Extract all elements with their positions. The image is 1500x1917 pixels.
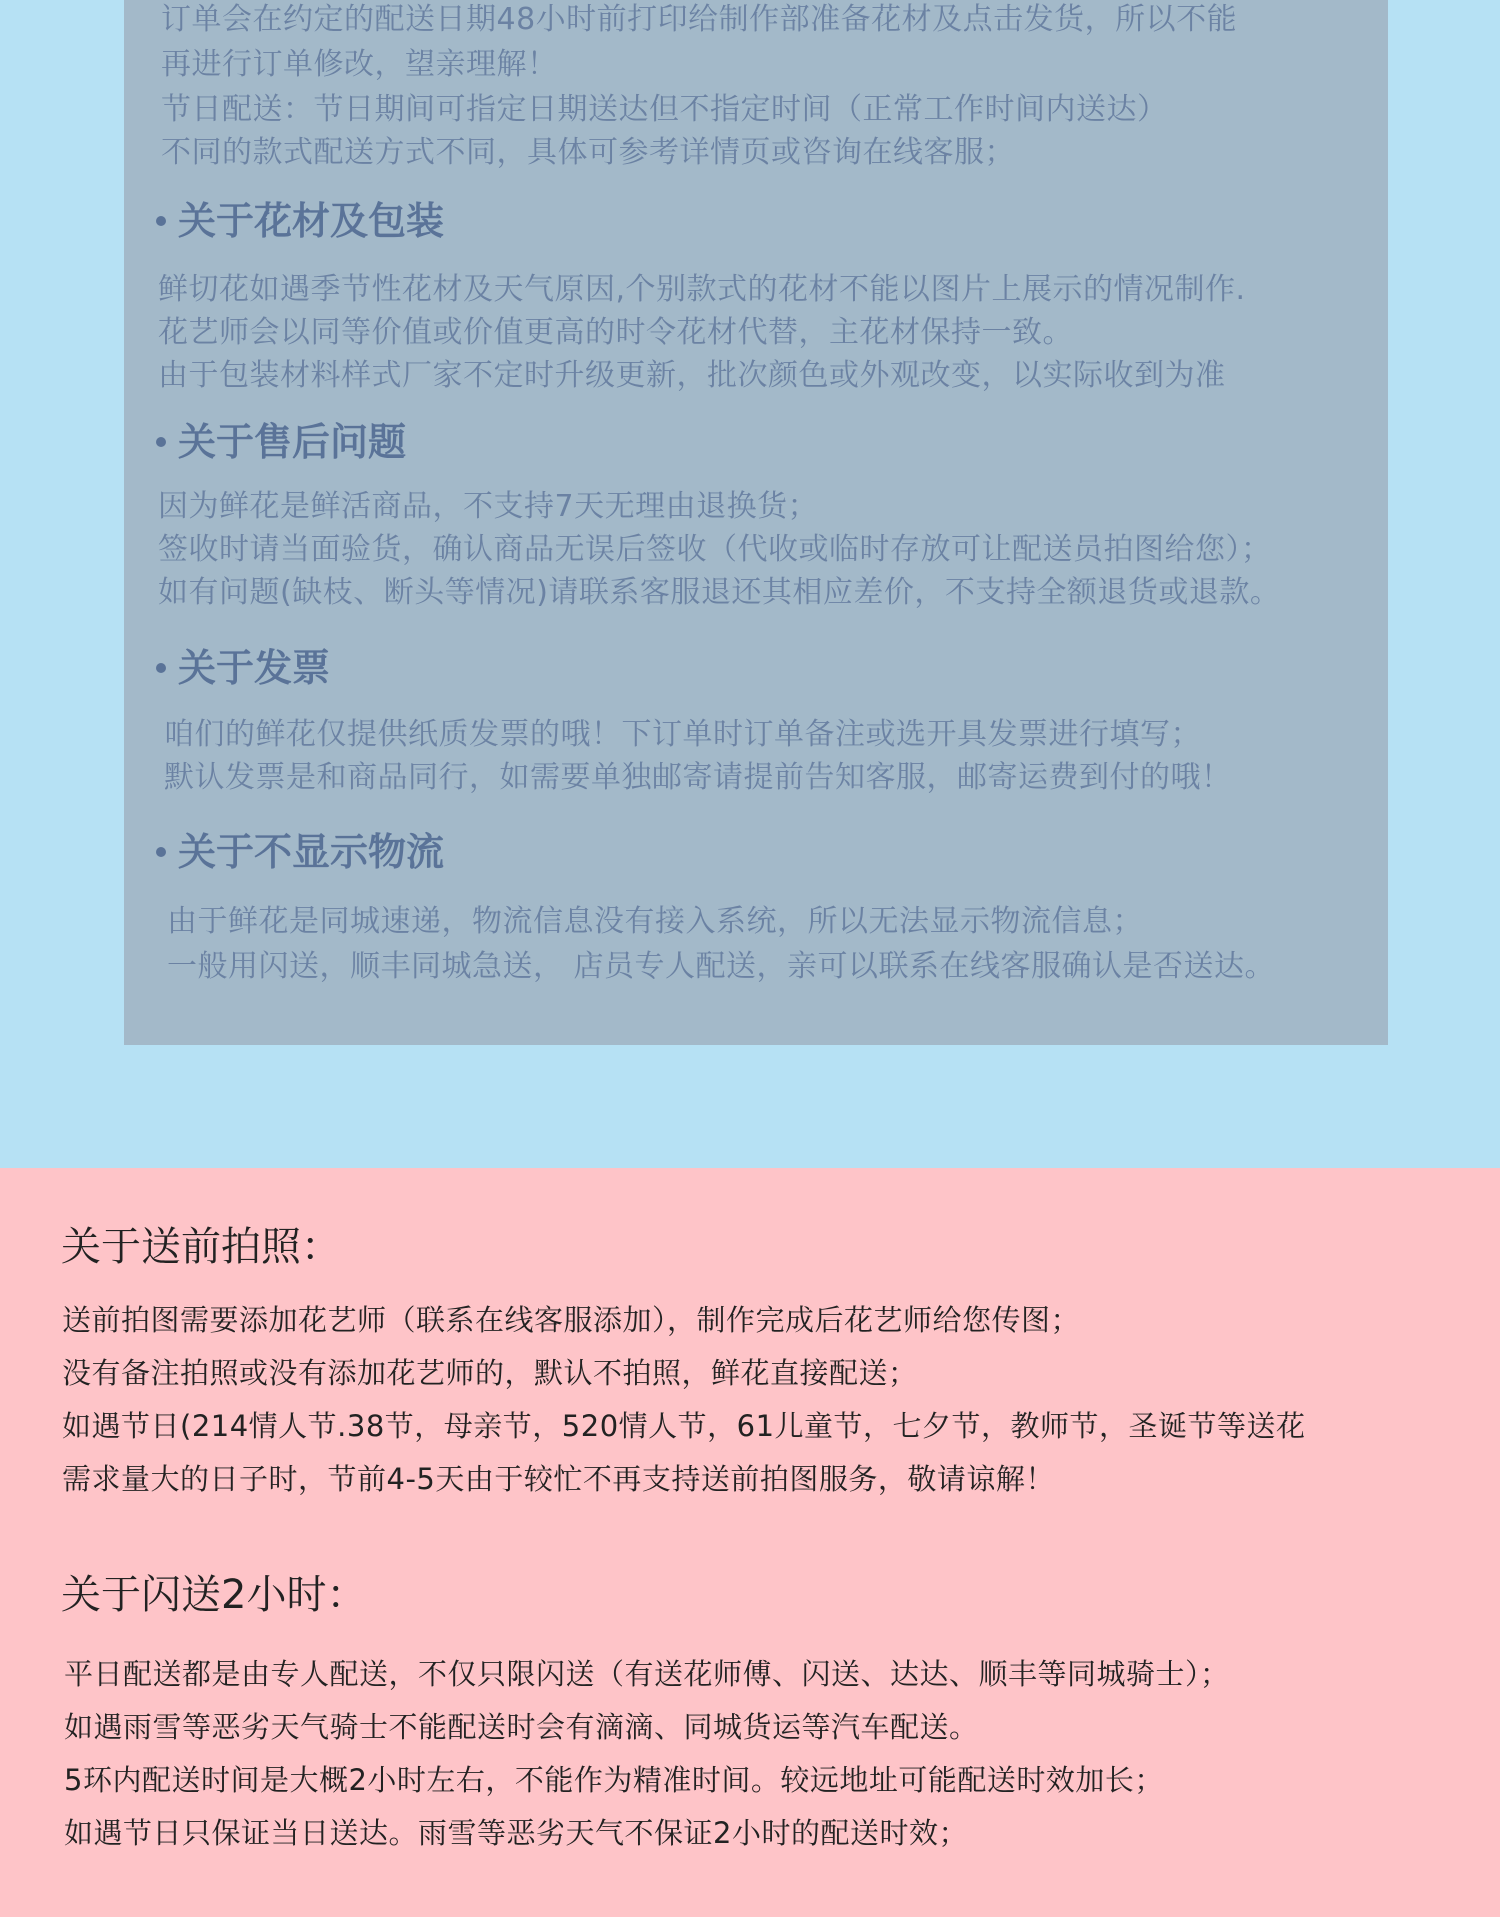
section-line: 送前拍图需要添加花艺师（联系在线客服添加），制作完成后花艺师给您传图； bbox=[62, 1303, 1081, 1337]
section-line: 5环内配送时间是大概2小时左右，不能作为精准时间。较远地址可能配送时效加长； bbox=[64, 1763, 1164, 1797]
section-line: 花艺师会以同等价值或价值更高的时令花材代替，主花材保持一致。 bbox=[158, 315, 1073, 350]
notice-panel bbox=[124, 0, 1388, 1045]
section-heading-no-logistics bbox=[156, 828, 444, 876]
section-line: 如遇雨雪等恶劣天气骑士不能配送时会有滴滴、同城货运等汽车配送。 bbox=[64, 1710, 979, 1744]
section-line: 平日配送都是由专人配送，不仅只限闪送（有送花师傅、闪送、达达、顺丰等同城骑士）； bbox=[64, 1657, 1230, 1691]
section-line: 鲜切花如遇季节性花材及天气原因,个别款式的花材不能以图片上展示的情况制作. bbox=[158, 272, 1246, 307]
section-line: 没有备注拍照或没有添加花艺师的，默认不拍照，鲜花直接配送； bbox=[62, 1356, 918, 1390]
section-heading-text: 关于发票 bbox=[178, 646, 331, 690]
section-line: 需求量大的日子时，节前4-5天由于较忙不再支持送前拍图服务，敬请谅解！ bbox=[62, 1462, 1055, 1496]
section-heading-text: 关于花材及包装 bbox=[178, 199, 445, 243]
bullet-icon bbox=[156, 663, 166, 673]
section-line: 如遇节日只保证当日送达。雨雪等恶劣天气不保证2小时的配送时效； bbox=[64, 1816, 968, 1850]
bullet-icon bbox=[156, 437, 166, 447]
section-line: 如有问题(缺枝、断头等情况)请联系客服退还其相应差价，不支持全额退货或退款。 bbox=[158, 575, 1281, 610]
section-line: 默认发票是和商品同行，如需要单独邮寄请提前告知客服，邮寄运费到付的哦！ bbox=[164, 760, 1232, 795]
section-line: 咱们的鲜花仅提供纸质发票的哦！下订单时订单备注或选开具发票进行填写； bbox=[164, 717, 1201, 752]
section-line: 由于鲜花是同城速递，物流信息没有接入系统，所以无法显示物流信息； bbox=[167, 904, 1143, 939]
intro-line: 订单会在约定的配送日期48小时前打印给制作部准备花材及点击发货，所以不能 bbox=[161, 2, 1238, 37]
bottom-section bbox=[0, 1168, 1500, 1917]
section-heading-flowers-packaging bbox=[156, 197, 444, 245]
section-line: 一般用闪送，顺丰同城急送， 店员专人配送，亲可以联系在线客服确认是否送达。 bbox=[167, 949, 1276, 984]
bullet-icon bbox=[156, 216, 166, 226]
section-line: 由于包装材料样式厂家不定时升级更新，批次颜色或外观改变，以实际收到为准 bbox=[158, 358, 1226, 393]
express-2hour-heading: 关于闪送2小时： bbox=[61, 1572, 367, 1618]
bullet-icon bbox=[156, 847, 166, 857]
section-heading-text: 关于不显示物流 bbox=[178, 830, 445, 874]
section-line: 如遇节日(214情人节.38节，母亲节，520情人节，61儿童节，七夕节，教师节，圣诞节等送花 bbox=[62, 1409, 1306, 1443]
intro-line: 不同的款式配送方式不同，具体可参考详情页或咨询在线客服； bbox=[161, 135, 1015, 170]
section-heading-after-sales bbox=[156, 418, 406, 466]
intro-line: 节日配送：节日期间可指定日期送达但不指定时间（正常工作时间内送达） bbox=[161, 92, 1168, 127]
section-line: 签收时请当面验货，确认商品无误后签收（代收或临时存放可让配送员拍图给您）； bbox=[158, 532, 1272, 567]
photo-before-delivery-heading: 关于送前拍照： bbox=[61, 1224, 341, 1270]
intro-line: 再进行订单修改，望亲理解！ bbox=[161, 47, 558, 82]
section-heading-text: 关于售后问题 bbox=[178, 420, 407, 464]
section-heading-invoice bbox=[156, 644, 330, 692]
section-line: 因为鲜花是鲜活商品，不支持7天无理由退换货； bbox=[158, 489, 819, 524]
